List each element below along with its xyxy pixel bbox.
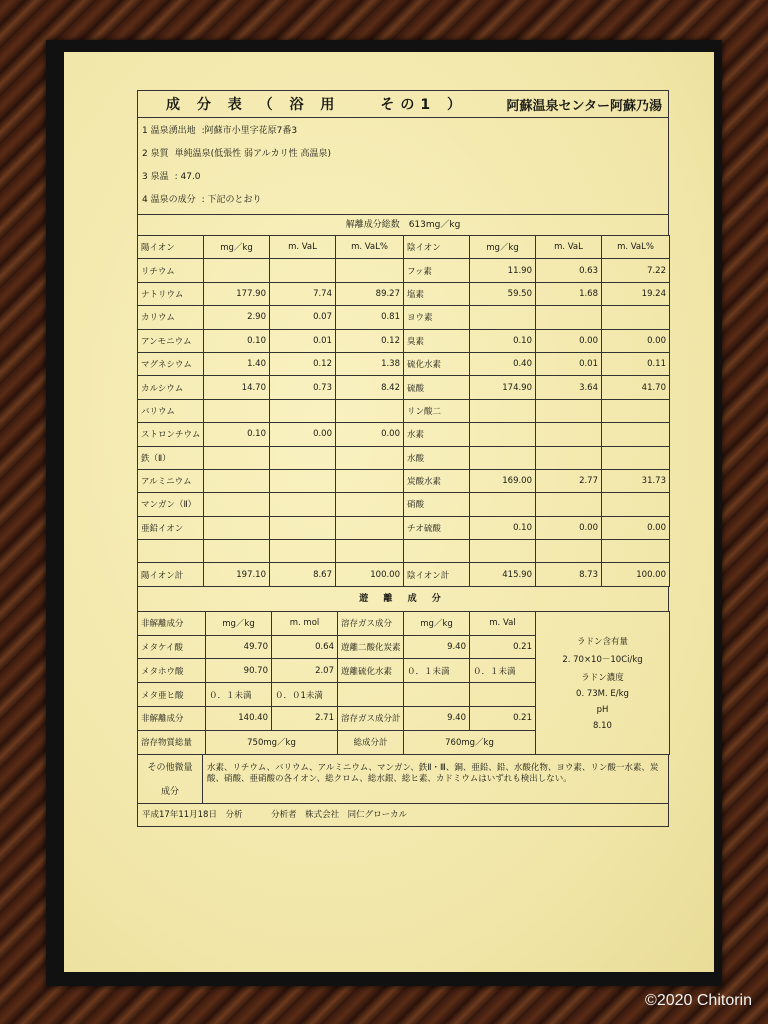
ion-cell: 水素 (404, 423, 470, 446)
other-text: 水素、リチウム、バリウム、アルミニウム、マンガン、鉄Ⅱ・Ⅲ、銅、亜鉛、鉛、水酸化物、ヨウ素、リン酸一水素、炭酸、硝酸、亜硝酸の各イオン、総クロム、総水銀、総ヒ素、カドミウムはいずれも検出しない。 (207, 762, 659, 784)
table-row (138, 399, 670, 422)
ion-cell (536, 423, 602, 446)
ion-cell: 亜鉛イオン (138, 516, 204, 539)
ion-cell: 炭酸水素 (404, 469, 470, 492)
ion-cell (470, 540, 536, 563)
ion-cell: 3.64 (536, 376, 602, 399)
radon-line: 8.10 (593, 720, 612, 731)
ion-cell (204, 399, 270, 422)
radon-line: 2. 70×10－10Ci/kg (562, 654, 643, 665)
info-row (142, 143, 664, 166)
free-header-cell: mg／kg (206, 611, 272, 635)
free-header-cell: m. mol (272, 611, 338, 635)
facility-name: 阿蘇温泉センター阿蘇乃湯 (506, 98, 662, 114)
ion-cell: 0.73 (270, 376, 336, 399)
free-cell: メタケイ酸 (138, 635, 206, 659)
ion-cell: 197.10 (204, 563, 270, 586)
ion-cell: 0.11 (602, 352, 670, 375)
table-row (138, 563, 670, 586)
ion-cell: 7.74 (270, 282, 336, 305)
ion-cell: 0.63 (536, 259, 602, 282)
ion-cell (270, 259, 336, 282)
analysis-date: 平成17年11月18日 分析 (142, 809, 243, 820)
ion-cell: 0.00 (270, 423, 336, 446)
ion-cell (536, 540, 602, 563)
free-cell: 0.64 (272, 635, 338, 659)
info-value: : 下記のとおり (201, 195, 262, 205)
info-value: : 47.0 (174, 172, 201, 182)
ion-cell: 0.12 (270, 352, 336, 375)
ion-cell: 陰イオン計 (404, 563, 470, 586)
table-row (138, 516, 670, 539)
ion-cell: 0.10 (204, 423, 270, 446)
ion-cell (470, 493, 536, 516)
ion-cell (536, 399, 602, 422)
other-label-line: その他微量 (147, 763, 193, 774)
sheet-title: 成 分 表 （ 浴 用 その1 ） (166, 97, 467, 113)
info-value: 単純温泉(低張性 弱アルカリ性 高温泉) (174, 149, 331, 159)
ion-cell: 臭素 (404, 329, 470, 352)
ion-header-cell: mg／kg (204, 236, 270, 259)
other-label-line: 成分 (160, 787, 179, 798)
ion-cell: アルミニウム (138, 469, 204, 492)
radon-info (536, 611, 670, 754)
ion-cell (270, 540, 336, 563)
total-label: 総成分計 (338, 730, 404, 754)
table-row (138, 376, 670, 399)
ion-cell (204, 516, 270, 539)
info-label: 3 泉温 (142, 172, 169, 182)
ion-cell (536, 306, 602, 329)
radon-line: ラドン濃度 (581, 672, 624, 683)
ion-cell (270, 469, 336, 492)
free-components-table (137, 611, 670, 755)
other-trace-components (137, 755, 669, 804)
free-cell: 非解離成分 (138, 707, 206, 731)
ion-cell: 1.40 (204, 352, 270, 375)
ion-cell: フッ素 (404, 259, 470, 282)
ion-cell: 59.50 (470, 282, 536, 305)
free-cell (404, 683, 470, 707)
ion-cell: 0.12 (336, 329, 404, 352)
ion-cell: 鉄（Ⅱ） (138, 446, 204, 469)
dissolved-matter-label: 溶存物質総量 (138, 730, 206, 754)
ion-cell: 19.24 (602, 282, 670, 305)
free-header-cell: m. Val (470, 611, 536, 635)
ion-cell: カリウム (138, 306, 204, 329)
ion-cell: ナトリウム (138, 282, 204, 305)
ion-cell (470, 423, 536, 446)
ion-cell: 陽イオン計 (138, 563, 204, 586)
free-cell: 溶存ガス成分計 (338, 707, 404, 731)
radon-line: ラドン含有量 (576, 636, 628, 647)
ion-cell (336, 469, 404, 492)
table-row (138, 259, 670, 282)
ion-cell: バリウム (138, 399, 204, 422)
ion-header-cell: m. VaL% (602, 236, 670, 259)
ion-cell: 硝酸 (404, 493, 470, 516)
table-row (138, 540, 670, 563)
photo-credit: ©2020 Chitorin (645, 992, 752, 1009)
ion-cell (470, 446, 536, 469)
sheet-header (137, 90, 669, 117)
ion-header-row (138, 236, 670, 259)
ion-cell: 41.70 (602, 376, 670, 399)
ion-cell: 1.68 (536, 282, 602, 305)
ion-cell: 8.42 (336, 376, 404, 399)
ion-cell: 31.73 (602, 469, 670, 492)
info-label: 2 泉質 (142, 149, 169, 159)
ion-cell: 0.00 (536, 516, 602, 539)
ion-header-cell: 陰イオン (404, 236, 470, 259)
free-header-row (138, 611, 670, 635)
ion-cell (536, 493, 602, 516)
ion-cell: 0.40 (470, 352, 536, 375)
ion-cell: 0.10 (470, 516, 536, 539)
ion-cell (138, 540, 204, 563)
ion-cell (270, 516, 336, 539)
analysis-footer (137, 804, 669, 827)
info-block (137, 117, 669, 214)
ion-header-cell: m. VaL (270, 236, 336, 259)
ion-cell: 2.77 (536, 469, 602, 492)
table-row (138, 446, 670, 469)
ion-cell: 89.27 (336, 282, 404, 305)
ion-cell: 0.00 (602, 516, 670, 539)
radon-line: pH (596, 704, 609, 715)
table-row (138, 423, 670, 446)
info-label: 1 温泉湧出地 (142, 126, 196, 136)
ion-cell (470, 399, 536, 422)
ion-cell (336, 493, 404, 516)
table-row (138, 306, 670, 329)
ion-cell: 7.22 (602, 259, 670, 282)
ion-cell: ヨウ素 (404, 306, 470, 329)
ion-cell: ストロンチウム (138, 423, 204, 446)
free-components-heading: 遊 離 成 分 (137, 587, 669, 611)
ion-cell: カルシウム (138, 376, 204, 399)
ion-cell (404, 540, 470, 563)
ion-cell (602, 399, 670, 422)
ion-cell: 14.70 (204, 376, 270, 399)
free-cell: メタ亜ヒ酸 (138, 683, 206, 707)
other-label (138, 755, 203, 803)
free-cell: 90.70 (206, 659, 272, 683)
ion-cell: 塩素 (404, 282, 470, 305)
table-row (138, 282, 670, 305)
ion-cell: 8.73 (536, 563, 602, 586)
free-cell: ０．１未満 (206, 683, 272, 707)
table-row (138, 329, 670, 352)
ion-cell: 0.07 (270, 306, 336, 329)
ion-cell: 0.00 (602, 329, 670, 352)
ion-table (137, 235, 670, 587)
ion-cell: マグネシウム (138, 352, 204, 375)
ion-cell: リン酸二 (404, 399, 470, 422)
dissolved-total: 解離成分総数 613mg／kg (137, 214, 669, 235)
ion-cell: 100.00 (336, 563, 404, 586)
ion-cell (536, 446, 602, 469)
ion-cell (602, 306, 670, 329)
ion-cell (336, 259, 404, 282)
free-cell: ０．１未満 (404, 659, 470, 683)
info-row (142, 120, 664, 143)
ion-cell (204, 446, 270, 469)
ion-cell (270, 446, 336, 469)
ion-header-cell: m. VaL (536, 236, 602, 259)
ion-cell: 硫酸 (404, 376, 470, 399)
ion-cell (470, 306, 536, 329)
ion-cell (602, 540, 670, 563)
ion-cell (602, 446, 670, 469)
analyst: 分析者 株式会社 同仁グローカル (271, 809, 407, 820)
ion-cell (336, 516, 404, 539)
free-header-cell: 溶存ガス成分 (338, 611, 404, 635)
ion-cell: 174.90 (470, 376, 536, 399)
free-cell (470, 683, 536, 707)
ion-cell: 0.01 (270, 329, 336, 352)
free-cell: 遊離硫化水素 (338, 659, 404, 683)
free-cell: 2.07 (272, 659, 338, 683)
info-value: :阿蘇市小里字花原7番3 (201, 126, 298, 136)
free-cell (338, 683, 404, 707)
table-row (138, 352, 670, 375)
ion-cell (270, 493, 336, 516)
ion-header-cell: 陽イオン (138, 236, 204, 259)
ion-cell: 0.81 (336, 306, 404, 329)
ion-cell (602, 423, 670, 446)
ion-cell: 0.10 (204, 329, 270, 352)
ion-header-cell: m. VaL% (336, 236, 404, 259)
table-row (138, 493, 670, 516)
ion-cell: 169.00 (470, 469, 536, 492)
total-value: 760mg／kg (404, 730, 536, 754)
free-cell: 2.71 (272, 707, 338, 731)
ion-cell (204, 493, 270, 516)
free-cell: 49.70 (206, 635, 272, 659)
free-cell: 遊離二酸化炭素 (338, 635, 404, 659)
ion-cell (204, 469, 270, 492)
free-cell: 140.40 (206, 707, 272, 731)
ion-cell: 415.90 (470, 563, 536, 586)
free-cell: 0.21 (470, 635, 536, 659)
ion-cell (336, 540, 404, 563)
ion-cell: 0.00 (336, 423, 404, 446)
ion-cell: リチウム (138, 259, 204, 282)
ion-cell: 100.00 (602, 563, 670, 586)
ion-cell: チオ硫酸 (404, 516, 470, 539)
free-cell: メタホウ酸 (138, 659, 206, 683)
ion-cell: 177.90 (204, 282, 270, 305)
free-cell: ０．１未満 (470, 659, 536, 683)
info-row (142, 189, 664, 212)
free-cell: 9.40 (404, 635, 470, 659)
ion-cell: 水酸 (404, 446, 470, 469)
info-label: 4 温泉の成分 (142, 195, 196, 205)
table-row (138, 469, 670, 492)
free-header-cell: mg／kg (404, 611, 470, 635)
free-header-cell: 非解離成分 (138, 611, 206, 635)
ion-cell: 0.00 (536, 329, 602, 352)
radon-line: 0. 73M. E/kg (576, 688, 629, 699)
ion-cell: マンガン（Ⅱ） (138, 493, 204, 516)
ion-header-cell: mg／kg (470, 236, 536, 259)
ion-cell (204, 259, 270, 282)
ion-cell: 0.10 (470, 329, 536, 352)
ion-cell (270, 399, 336, 422)
ion-cell (336, 446, 404, 469)
ion-cell: 2.90 (204, 306, 270, 329)
ion-cell: 0.01 (536, 352, 602, 375)
component-table-sheet (137, 90, 669, 827)
ion-cell: 硫化水素 (404, 352, 470, 375)
ion-cell: 8.67 (270, 563, 336, 586)
ion-cell: アンモニウム (138, 329, 204, 352)
free-cell: ０．０1未満 (272, 683, 338, 707)
ion-cell (336, 399, 404, 422)
ion-cell: 1.38 (336, 352, 404, 375)
ion-cell: 11.90 (470, 259, 536, 282)
info-row (142, 166, 664, 189)
free-cell: 0.21 (470, 707, 536, 731)
ion-cell (204, 540, 270, 563)
ion-cell (602, 493, 670, 516)
dissolved-matter-value: 750mg／kg (206, 730, 338, 754)
free-cell: 9.40 (404, 707, 470, 731)
